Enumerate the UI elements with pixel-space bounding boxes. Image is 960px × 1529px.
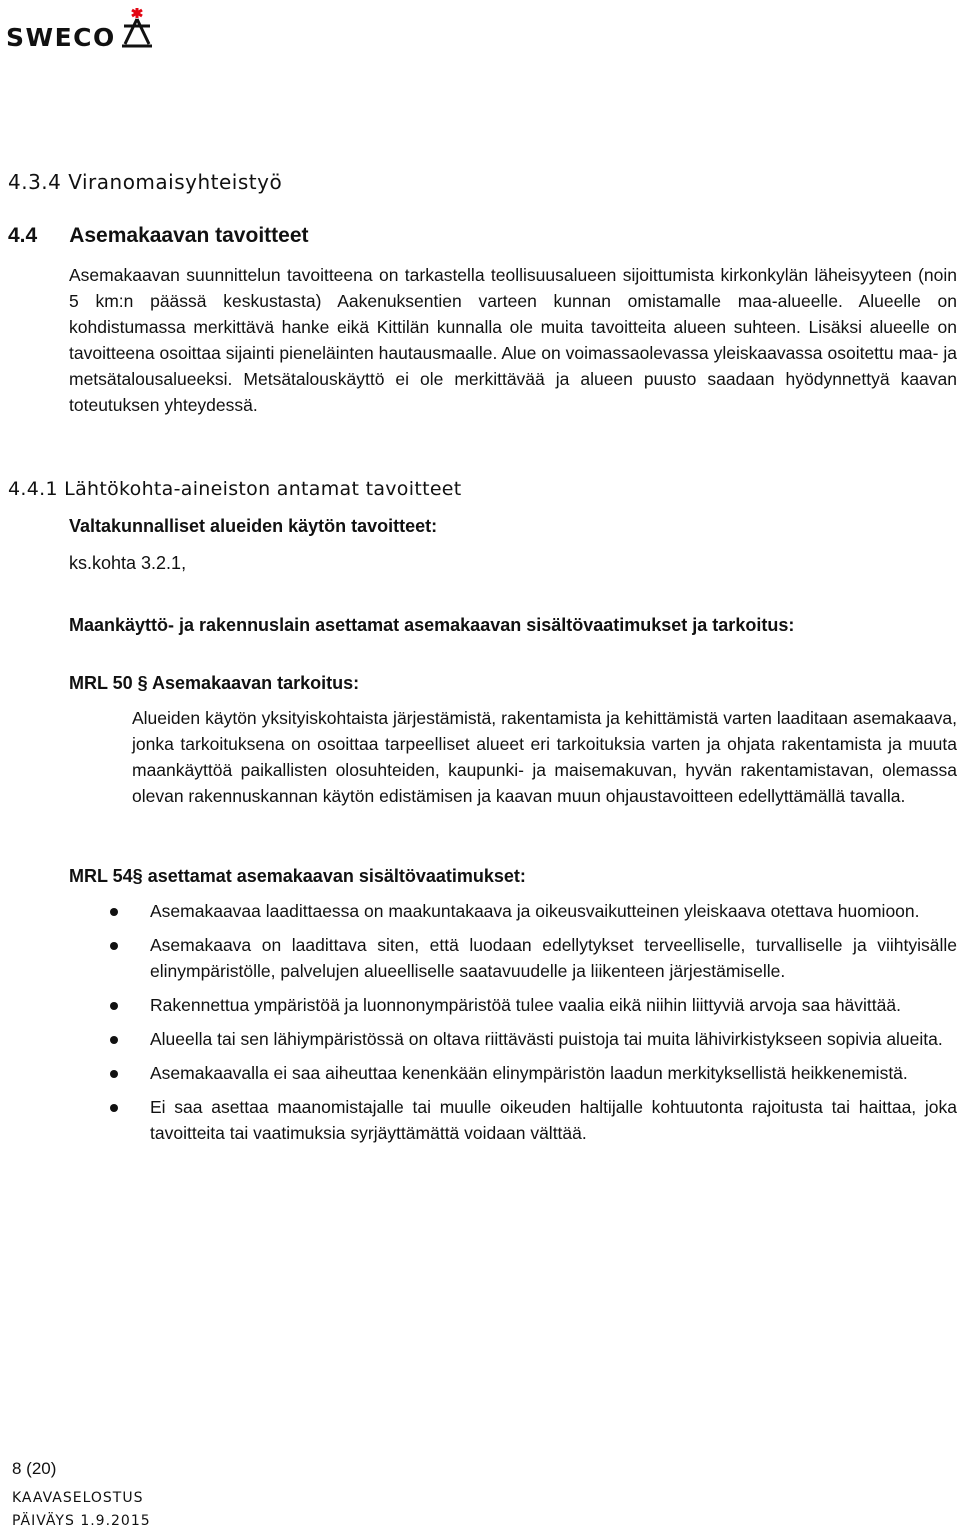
section-heading-4-3-4: 4.3.4 Viranomaisyhteistyö [8,170,283,194]
national-goals-subheading: Valtakunnalliset alueiden käytön tavoitteet: [69,516,438,536]
section-heading-4-4 [8,224,309,248]
list-item-text: Asemakaavaa laadittaessa on maakuntakaava ja oikeusvaikutteinen yleiskaava otettava huomioon. [150,901,920,921]
footer-date: PÄIVÄYS 1.9.2015 [12,1513,151,1529]
list-item [69,1026,957,1052]
section-title: Asemakaavan tavoitteet [69,224,309,247]
sweco-logo [6,6,154,50]
mrl50-heading: MRL 50 § Asemakaavan tarkoitus: [69,673,360,693]
bullet-icon [110,1104,118,1112]
section-heading-4-4-1: 4.4.1 Lähtökohta-aineiston antamat tavoitteet [8,478,462,500]
mrl50-text: Alueiden käytön yksityiskohtaista järjestämistä, rakentamista ja kehittämistä varten laaditaan asemakaava, jonka tarkoituksena on osoittaa tarpeelliset alueet eri tarkoituksia varten ja ohjata rakentamista ja muuta maankäyttöä paikallisten olosuhteiden, kaupunki- ja maisemakuvan, hyvän rakentamistavan, olemassa olevan rakennuskannan käytön edistämisen ja kaavan muun ohjaustavoitteen edellyttämällä tavalla. [132,708,957,806]
reference-text: ks.kohta 3.2.1, [69,553,187,573]
mrl54-list [69,898,957,1146]
list-item-text: Ei saa asettaa maanomistajalle tai muulle oikeuden haltijalle kohtuutonta rajoitusta tai haittaa, joka tavoitteita tai vaatimuksia syrjäyttämättä voidaan välttää. [150,1097,957,1143]
bullet-icon [110,1070,118,1078]
list-item [69,1094,957,1146]
list-item [69,898,957,924]
bullet-icon [110,1002,118,1010]
list-item-text: Alueella tai sen lähiympäristössä on oltava riittävästi puistoja tai muita lähivirkistykseen sopivia alueita. [150,1029,943,1049]
list-item-text: Rakennettua ympäristöä ja luonnonympäristöä tulee vaalia eikä niihin liittyviä arvoja saa hävittää. [150,995,901,1015]
list-item [69,1060,957,1086]
list-item [69,932,957,984]
sweco-figure-icon [120,6,154,50]
section-number: 4.4 [8,224,38,247]
list-item [69,992,957,1018]
mrl54-heading: MRL 54§ asettamat asemakaavan sisältövaatimukset: [69,866,526,886]
footer-doc-type: KAAVASELOSTUS [12,1490,144,1506]
bullet-icon [110,908,118,916]
mrl-heading: Maankäyttö- ja rakennuslain asettamat asemakaavan sisältövaatimukset ja tarkoitus: [69,615,795,635]
bullet-icon [110,942,118,950]
logo-wordmark: SWECO [6,23,116,52]
goals-paragraph: Asemakaavan suunnittelun tavoitteena on tarkastella teollisuusalueen sijoittumista kirkonkylän läheisyyteen (noin 5 km:n päässä keskustasta) Aakenuksentien varteen kunnan omistamalle maa-alueelle. Alueelle on kohdistumassa merkittävä hanke eikä Kittilän kunnalla ole muita tavoitteita alueen suhteen. Lisäksi alueelle on tavoitteena osoittaa sijainti pieneläinten hautausmaalle. Alue on voimassaolevassa yleiskaavassa osoitettu maa- ja metsätalousalueeksi. Metsätalouskäyttö ei ole merkittävää ja alueen puusto saadaan hyödynnettyä kaavan toteutuksen yhteydessä. [69,265,957,415]
bullet-icon [110,1036,118,1044]
list-item-text: Asemakaavalla ei saa aiheuttaa kenenkään elinympäristön laadun merkityksellistä heikkenemistä. [150,1063,908,1083]
list-item-text: Asemakaava on laadittava siten, että luodaan edellytykset terveelliselle, turvalliselle ja viihtyisälle elinympäristölle, palvelujen alueelliselle saatavuudelle ja liikenteen järjestämiselle. [150,935,957,981]
page-number: 8 (20) [12,1459,57,1478]
